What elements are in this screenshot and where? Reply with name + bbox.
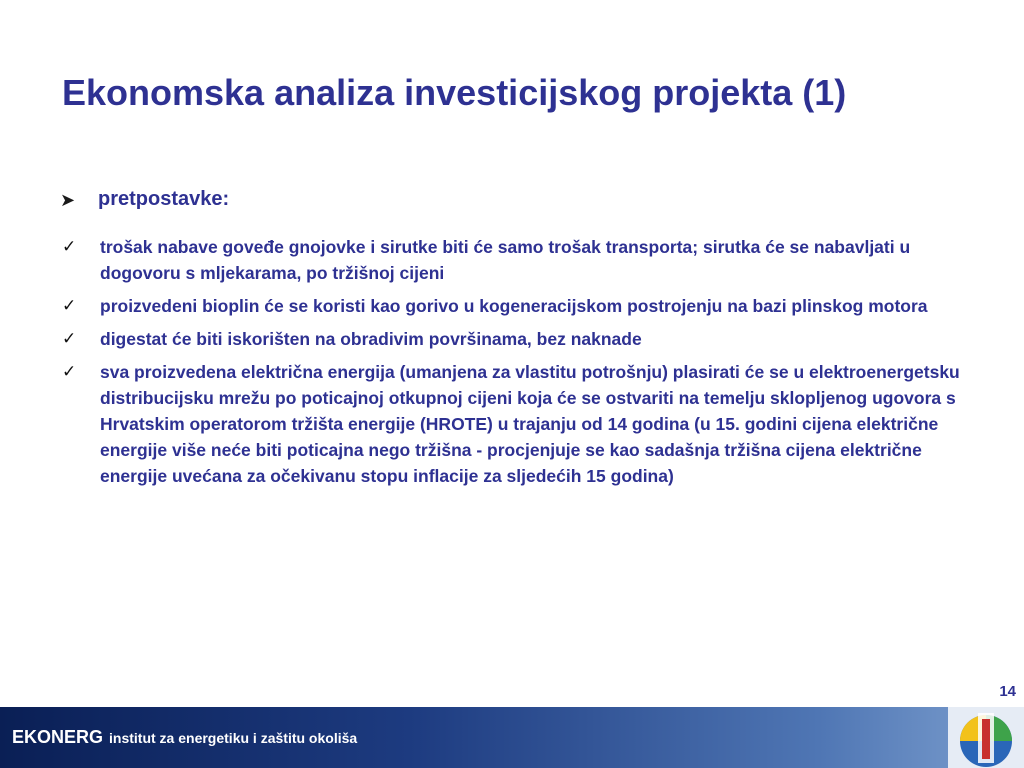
footer-tagline: institut za energetiku i zaštitu okoliša: [109, 729, 358, 746]
list-item-text: trošak nabave goveđe gnojovke i sirutke biti će samo trošak transporta; sirutka će se nabavljati u dogovoru s mljekarama, po tržišnoj cijeni: [100, 237, 911, 283]
list-item-text: digestat će biti iskorišten na obradivim površinama, bez naknade: [100, 329, 642, 349]
assumptions-list: [62, 234, 962, 496]
checkmark-icon: ✓: [62, 362, 77, 381]
heading-label: pretpostavke:: [98, 188, 230, 210]
arrow-right-icon: ➤: [60, 189, 76, 210]
checkmark-icon: ✓: [62, 237, 77, 256]
list-item-text: proizvedeni bioplin će se koristi kao gorivo u kogeneracijskom postrojenju na bazi plinskog motora: [100, 296, 928, 316]
ekonerg-logo-icon: [948, 707, 1024, 768]
slide-title: Ekonomska analiza investicijskog projekta (1): [62, 72, 847, 113]
assumptions-heading: [60, 188, 229, 211]
checkmark-icon: ✓: [62, 296, 77, 315]
list-item: [62, 359, 962, 489]
footer-bar: [0, 707, 1024, 768]
footer-brand: EKONERG: [12, 727, 104, 747]
list-item: [62, 293, 962, 319]
list-item: [62, 326, 962, 352]
list-item-text: sva proizvedena električna energija (umanjena za vlastitu potrošnju) plasirati će se u elektroenergetsku distribucijsku mrežu po poticajnoj otkupnoj cijeni koja će se ostvariti na temelju sklopljenog ugovora s Hrvatskim operatorom tržišta energije (HROTE) u trajanju od 14 godina (u 15. godini cijena električne energije više neće biti poticajna nego tržišna - procjenjuje se kao sadašnja tržišna cijena električne energije uvećana za očekivanu stopu inflacije za sljedećih 15 godina): [100, 362, 960, 486]
list-item: [62, 234, 962, 286]
page-number: 14: [999, 683, 1016, 700]
checkmark-icon: ✓: [62, 329, 77, 348]
